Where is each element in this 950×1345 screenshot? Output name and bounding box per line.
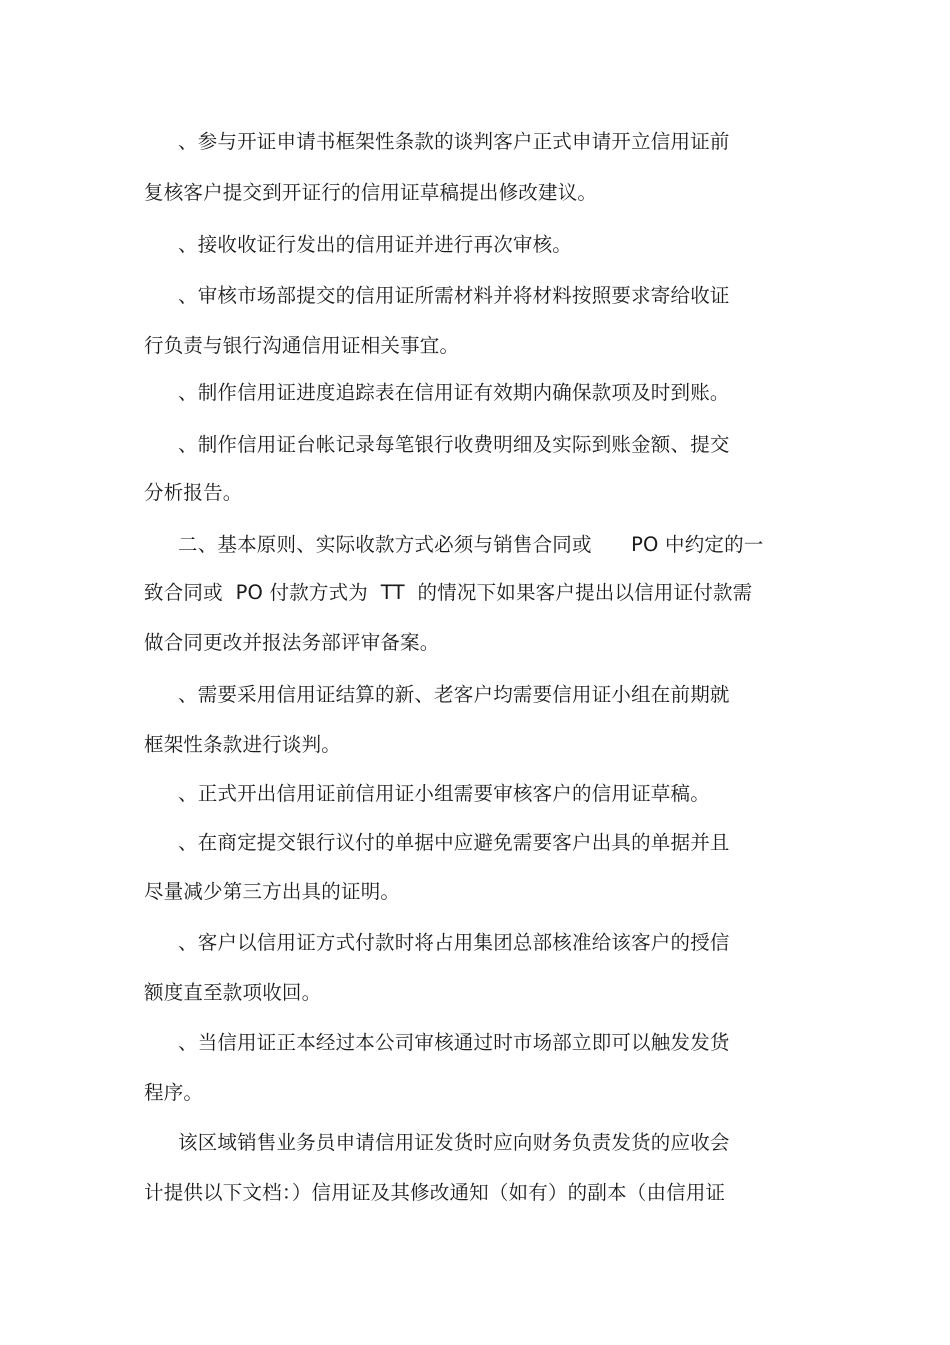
paragraph-line: 二、基本原则、实际收款方式必须与销售合同或 PO 中约定的一	[178, 533, 764, 556]
paragraph-line: 该区域销售业务员申请信用证发货时应向财务负责发货的应收会	[178, 1131, 730, 1154]
paragraph-line: 、参与开证申请书框架性条款的谈判客户正式申请开立信用证前	[178, 130, 730, 153]
paragraph-line: 致合同或 PO 付款方式为 TT 的情况下如果客户提出以信用证付款需	[144, 581, 753, 604]
paragraph-line: 、正式开出信用证前信用证小组需要审核客户的信用证草稿。	[178, 782, 710, 805]
paragraph-line: 框架性条款进行谈判。	[144, 733, 342, 756]
paragraph-line: 复核客户提交到开证行的信用证草稿提出修改建议。	[144, 181, 598, 204]
paragraph-line: 计提供以下文档：）信用证及其修改通知（如有）的副本（由信用证	[144, 1181, 726, 1204]
paragraph-line: 、需要采用信用证结算的新、老客户均需要信用证小组在前期就	[178, 683, 730, 706]
paragraph-line: 、审核市场部提交的信用证所需材料并将材料按照要求寄给收证	[178, 284, 730, 307]
paragraph-line: 尽量减少第三方出具的证明。	[144, 880, 401, 903]
paragraph-line: 、制作信用证台帐记录每笔银行收费明细及实际到账金额、提交	[178, 433, 730, 456]
paragraph-line: 额度直至款项收回。	[144, 981, 322, 1004]
paragraph-line: 分析报告。	[144, 481, 243, 504]
paragraph-line: 、在商定提交银行议付的单据中应避免需要客户出具的单据并且	[178, 831, 730, 854]
paragraph-line: 行负责与银行沟通信用证相关事宜。	[144, 334, 460, 357]
paragraph-line: 、客户以信用证方式付款时将占用集团总部核准给该客户的授信	[178, 931, 730, 954]
paragraph-line: 做合同更改并报法务部评审备案。	[144, 631, 440, 654]
paragraph-line: 、当信用证正本经过本公司审核通过时市场部立即可以触发发货	[178, 1031, 730, 1054]
paragraph-line: 、接收收证行发出的信用证并进行再次审核。	[178, 233, 573, 256]
paragraph-line: 、制作信用证进度追踪表在信用证有效期内确保款项及时到账。	[178, 381, 730, 404]
paragraph-line: 程序。	[144, 1081, 204, 1104]
